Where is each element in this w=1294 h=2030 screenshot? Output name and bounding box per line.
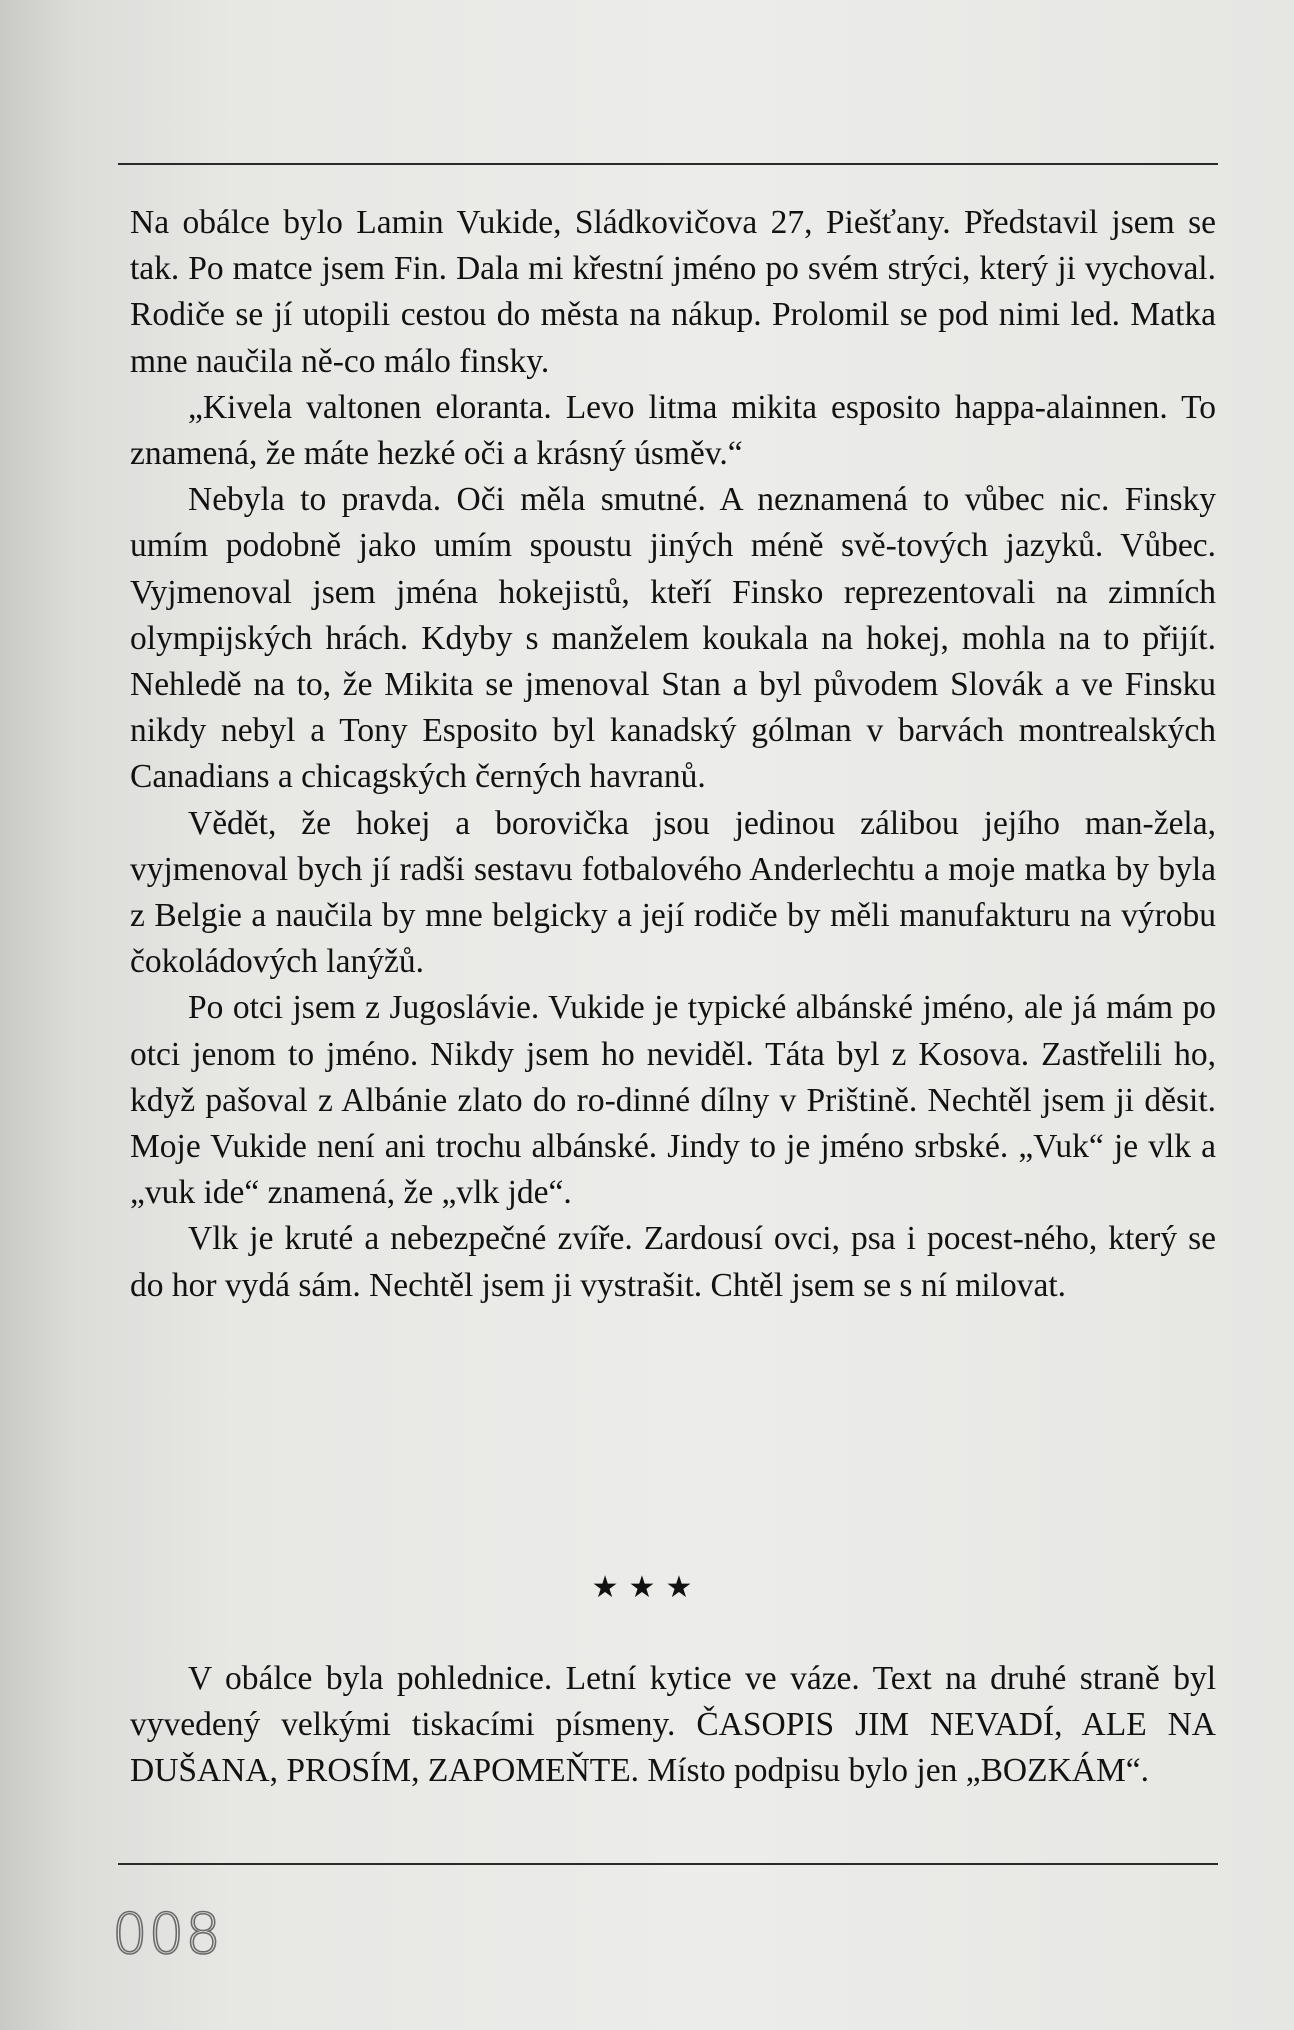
paragraph-4: Vědět, že hokej a borovička jsou jedinou zálibou jejího man-žela, vyjmenoval bych jí radši sestavu fotbalového Anderlechtu a moje matka by byla z Belgie a naučila by mne belgicky a její rodiče by měli manufakturu na výrobu čokoládových lanýžů. bbox=[130, 804, 1216, 981]
main-text bbox=[130, 200, 1216, 1309]
paragraph-5: Po otci jsem z Jugoslávie. Vukide je typické albánské jméno, ale já mám po otci jenom to jméno. Nikdy jsem ho neviděl. Táta byl z Kosova. Zastřelili ho, když pašoval z Albánie zlato do ro-dinné dílny v Prištině. Nechtěl jsem ji děsit. Moje Vukide není ani trochu albánské. Jindy to je jméno srbské. „Vuk“ je vlk a „vuk ide“ znamená, že „vlk jde“. bbox=[130, 989, 1216, 1212]
paragraph-6: Vlk je kruté a nebezpečné zvíře. Zardousí ovci, psa i pocest-ného, který se do hor vydá sám. Nechtěl jsem ji vystrašit. Chtěl jsem se s ní milovat. bbox=[130, 1220, 1216, 1304]
section-break-stars: ★★★ bbox=[591, 1570, 703, 1605]
paragraph-2: „Kivela valtonen eloranta. Levo litma mikita esposito happa-alainnen. To znamená, že máte hezké oči a krásný úsměv.“ bbox=[130, 388, 1216, 473]
second-section-text bbox=[130, 1656, 1216, 1795]
page-number: 008 bbox=[112, 1902, 222, 1967]
paragraph-1: Na obálce bylo Lamin Vukide, Sládkovičova 27, Piešťany. Představil jsem se tak. Po matce jsem Fin. Dala mi křestní jméno po svém strýci, který ji vychoval. Rodiče se jí utopili cestou do města na nákup. Prolomil se pod nimi led. Matka mne naučila ně-co málo finsky. bbox=[130, 204, 1216, 380]
top-rule bbox=[118, 163, 1218, 165]
paragraph-7: V obálce byla pohlednice. Letní kytice ve váze. Text na druhé straně byl vyvedený velkými tiskacími písmeny. ČASOPIS JIM NEVADÍ, ALE NA DUŠANA, PROSÍM, ZAPOMEŇTE. Místo podpisu bylo jen „BOZKÁM“. bbox=[130, 1660, 1216, 1790]
paragraph-3: Nebyla to pravda. Oči měla smutné. A neznamená to vůbec nic. Finsky umím podobně jako umím spoustu jiných méně svě-tových jazyků. Vůbec. Vyjmenoval jsem jména hokejistů, kteří Finsko reprezentovali na zimních olympijských hrách. Kdyby s manželem koukala na hokej, mohla na to přijít. Nehledě na to, že Mikita se jmenoval Stan a byl původem Slovák a ve Finsku nikdy nebyl a Tony Esposito byl kanadský gólman v barvách montrealských Canadians a chicagských černých havranů. bbox=[130, 481, 1216, 796]
bottom-rule bbox=[118, 1863, 1218, 1865]
